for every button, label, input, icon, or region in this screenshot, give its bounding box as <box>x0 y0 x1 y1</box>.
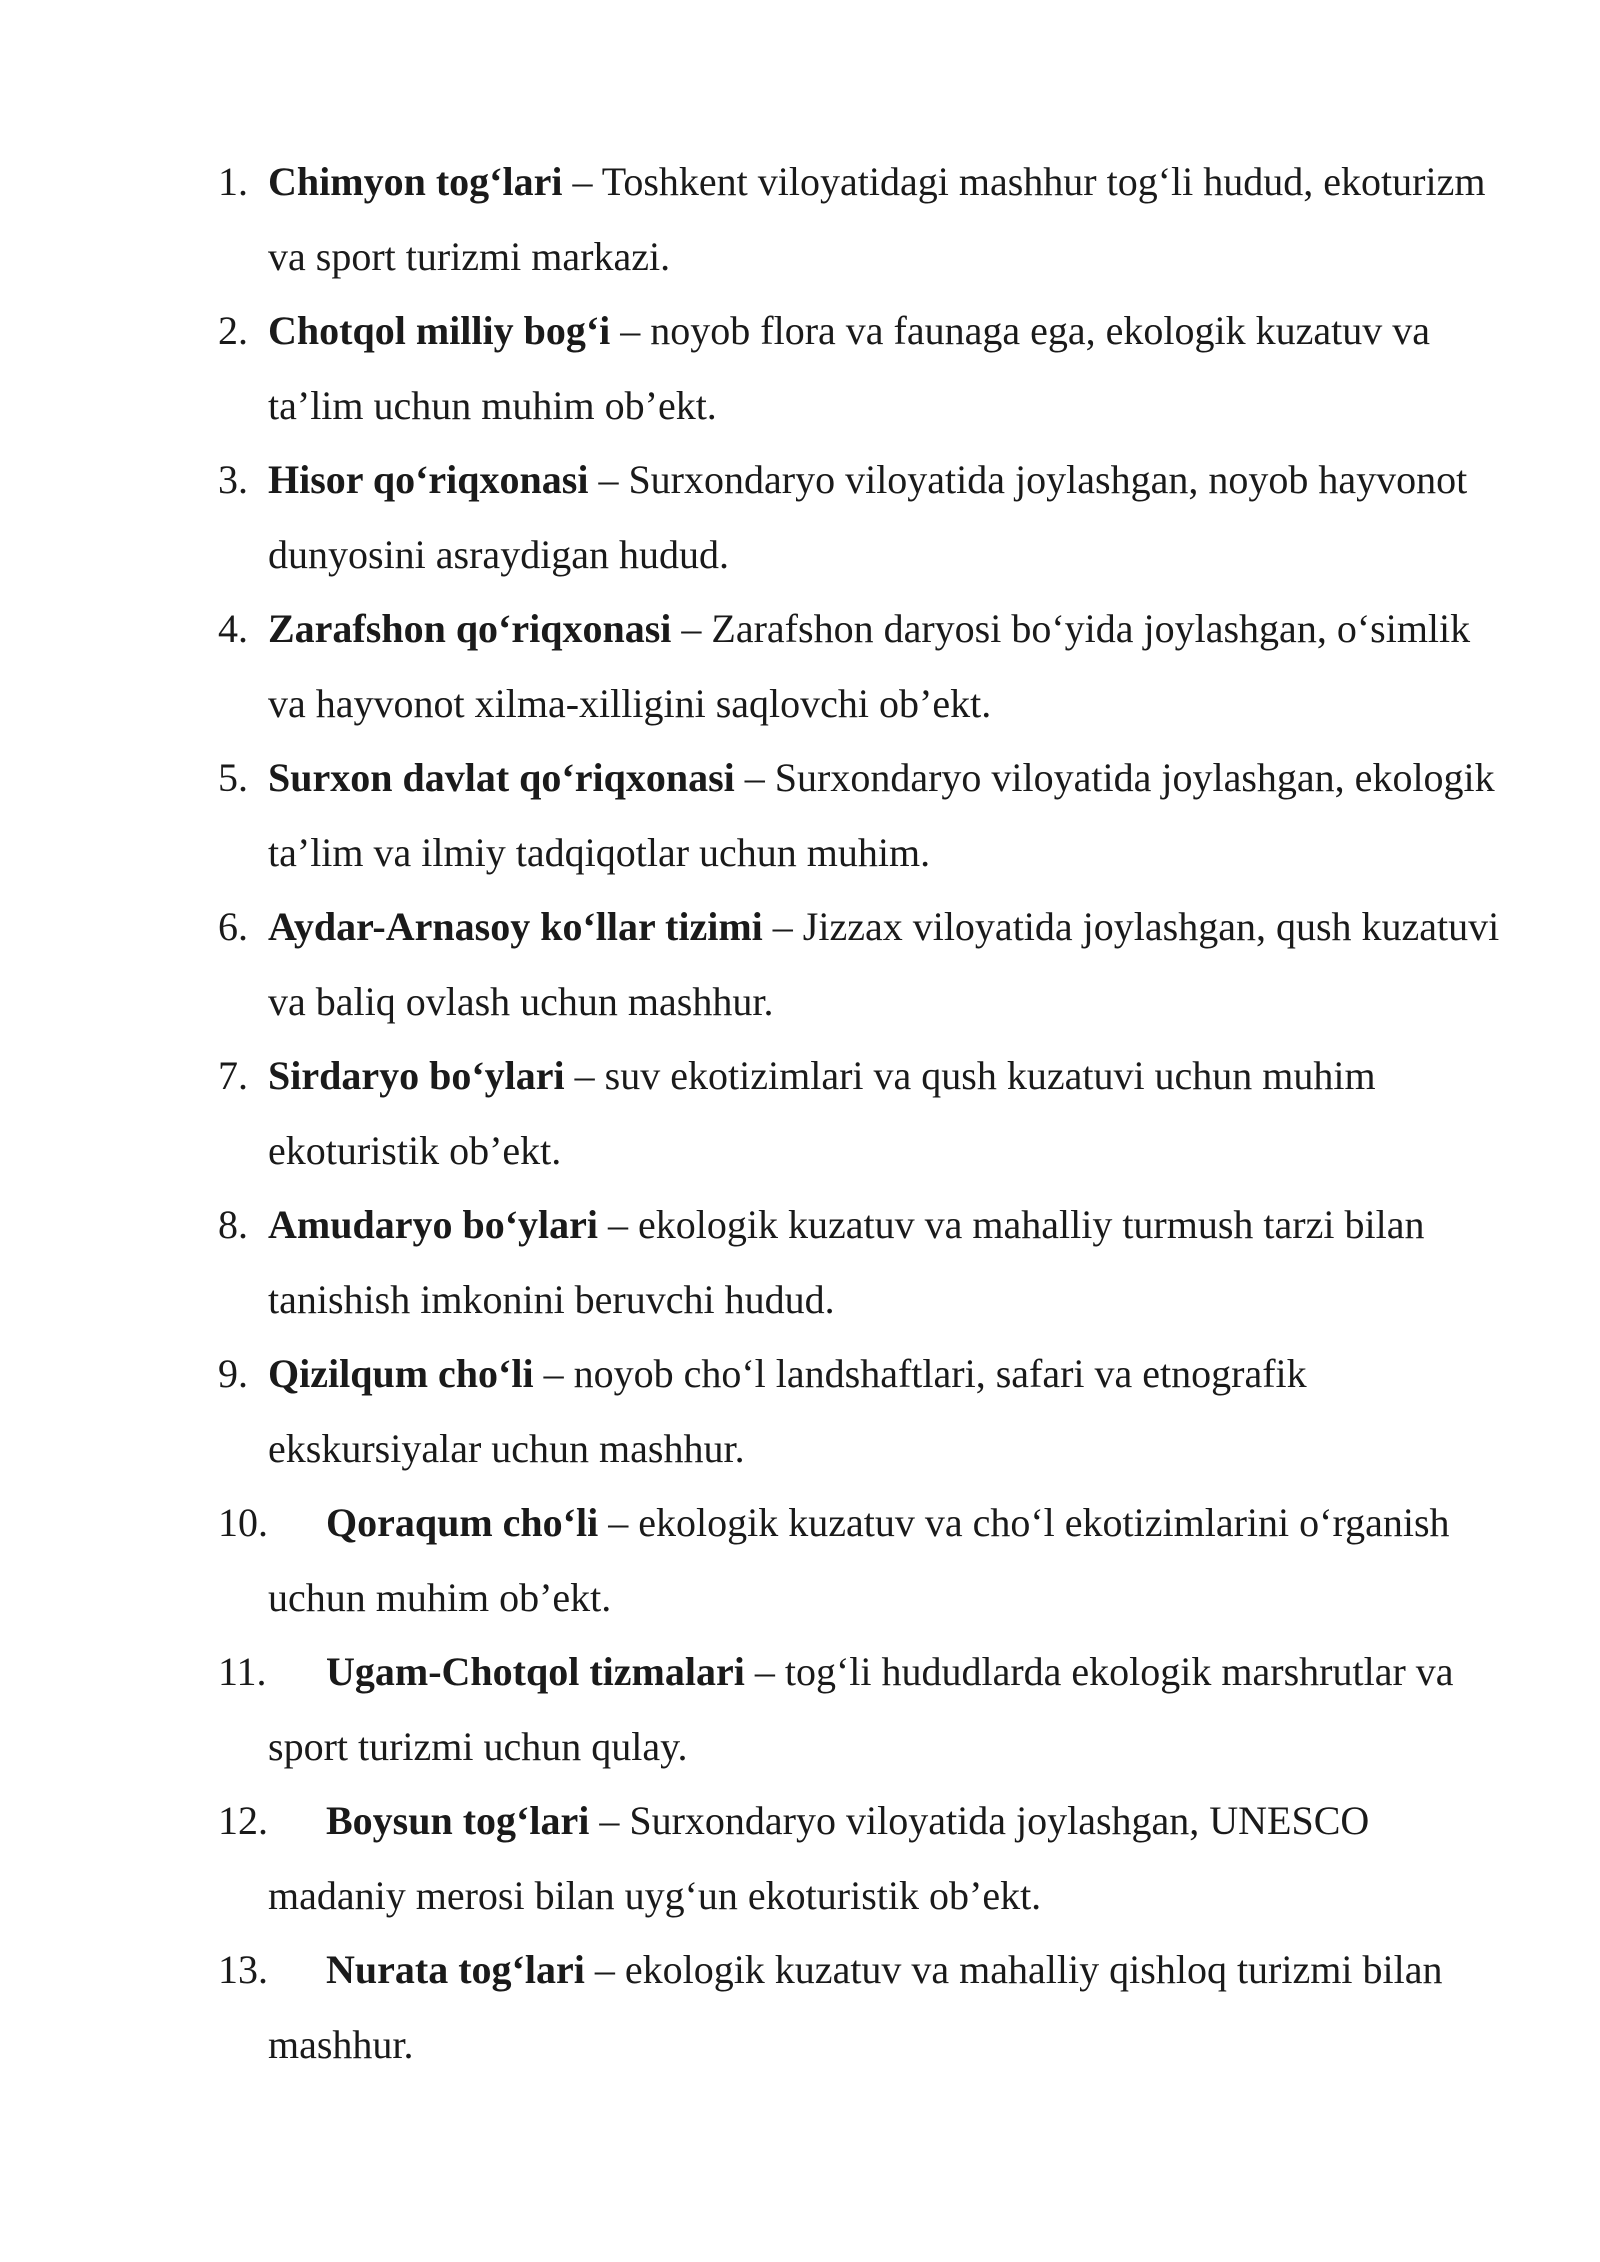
list-item-term: Zarafshon qo‘riqxonasi <box>268 606 672 651</box>
list-item-number: 8. <box>218 1202 248 1247</box>
list-item-description: – noyob flora va faunaga ega, ekologik kuzatuv va ta’lim uchun muhim ob’ekt. <box>268 308 1430 428</box>
list-item <box>0 741 1600 890</box>
list-item <box>0 1039 1600 1188</box>
list-item-description: – ekologik kuzatuv va cho‘l ekotizimlarini o‘rganish uchun muhim ob’ekt. <box>268 1500 1450 1620</box>
list-item <box>0 592 1600 741</box>
list-item-term: Aydar-Arnasoy ko‘llar tizimi <box>268 904 763 949</box>
list-item <box>0 1337 1600 1486</box>
list-item-number: 9. <box>218 1351 248 1396</box>
list-item-number: 7. <box>218 1053 248 1098</box>
list-item <box>0 145 1600 294</box>
list-item-number: 2. <box>218 308 248 353</box>
list-item-description: – ekologik kuzatuv va mahalliy qishloq turizmi bilan mashhur. <box>268 1947 1443 2067</box>
list-item-number: 1. <box>218 159 248 204</box>
list-item <box>0 1635 1600 1784</box>
list-item-description: – Surxondaryo viloyatida joylashgan, UNESCO madaniy merosi bilan uyg‘un ekoturistik ob’ekt. <box>268 1798 1370 1918</box>
list-item <box>0 1486 1600 1635</box>
list-item <box>0 1933 1600 2082</box>
list-item-description: – tog‘li hududlarda ekologik marshrutlar va sport turizmi uchun qulay. <box>268 1649 1454 1769</box>
list-item-term: Sirdaryo bo‘ylari <box>268 1053 565 1098</box>
list-item-number: 6. <box>218 904 248 949</box>
list-item-number: 3. <box>218 457 248 502</box>
list-item-number: 5. <box>218 755 248 800</box>
list-item-term: Ugam-Chotqol tizmalari <box>326 1649 745 1694</box>
list-item <box>0 294 1600 443</box>
list-item-number: 11. <box>218 1649 267 1694</box>
list-item-term: Qizilqum cho‘li <box>268 1351 534 1396</box>
list-item-description: – Jizzax viloyatida joylashgan, qush kuzatuvi va baliq ovlash uchun mashhur. <box>268 904 1500 1024</box>
list-item-term: Amudaryo bo‘ylari <box>268 1202 598 1247</box>
list-item-description: – Surxondaryo viloyatida joylashgan, ekologik ta’lim va ilmiy tadqiqotlar uchun muhim. <box>268 755 1495 875</box>
list-item-term: Surxon davlat qo‘riqxonasi <box>268 755 735 800</box>
list-item-description: – Zarafshon daryosi bo‘yida joylashgan, o‘simlik va hayvonot xilma-xilligini saqlovchi ob’ekt. <box>268 606 1471 726</box>
list-item-term: Nurata tog‘lari <box>326 1947 585 1992</box>
list-item-description: – Surxondaryo viloyatida joylashgan, noyob hayvonot dunyosini asraydigan hudud. <box>268 457 1468 577</box>
list-item-term: Chimyon tog‘lari <box>268 159 563 204</box>
list-item-description: – noyob cho‘l landshaftlari, safari va etnografik ekskursiyalar uchun mashhur. <box>268 1351 1307 1471</box>
list-item-number: 10. <box>218 1500 268 1545</box>
list-item-term: Chotqol milliy bog‘i <box>268 308 611 353</box>
list-item-description: – Toshkent viloyatidagi mashhur tog‘li hudud, ekoturizm va sport turizmi markazi. <box>268 159 1486 279</box>
ecotourism-sites-list <box>0 145 1600 2082</box>
list-item-description: – ekologik kuzatuv va mahalliy turmush tarzi bilan tanishish imkonini beruvchi hudud. <box>268 1202 1425 1322</box>
list-item-term: Qoraqum cho‘li <box>326 1500 599 1545</box>
list-item-term: Hisor qo‘riqxonasi <box>268 457 589 502</box>
list-item-number: 4. <box>218 606 248 651</box>
list-item-description: – suv ekotizimlari va qush kuzatuvi uchun muhim ekoturistik ob’ekt. <box>268 1053 1376 1173</box>
list-item <box>0 1188 1600 1337</box>
list-item-number: 13. <box>218 1947 268 1992</box>
list-item-term: Boysun tog‘lari <box>326 1798 590 1843</box>
list-item <box>0 443 1600 592</box>
list-item <box>0 890 1600 1039</box>
list-item <box>0 1784 1600 1933</box>
list-item-number: 12. <box>218 1798 268 1843</box>
